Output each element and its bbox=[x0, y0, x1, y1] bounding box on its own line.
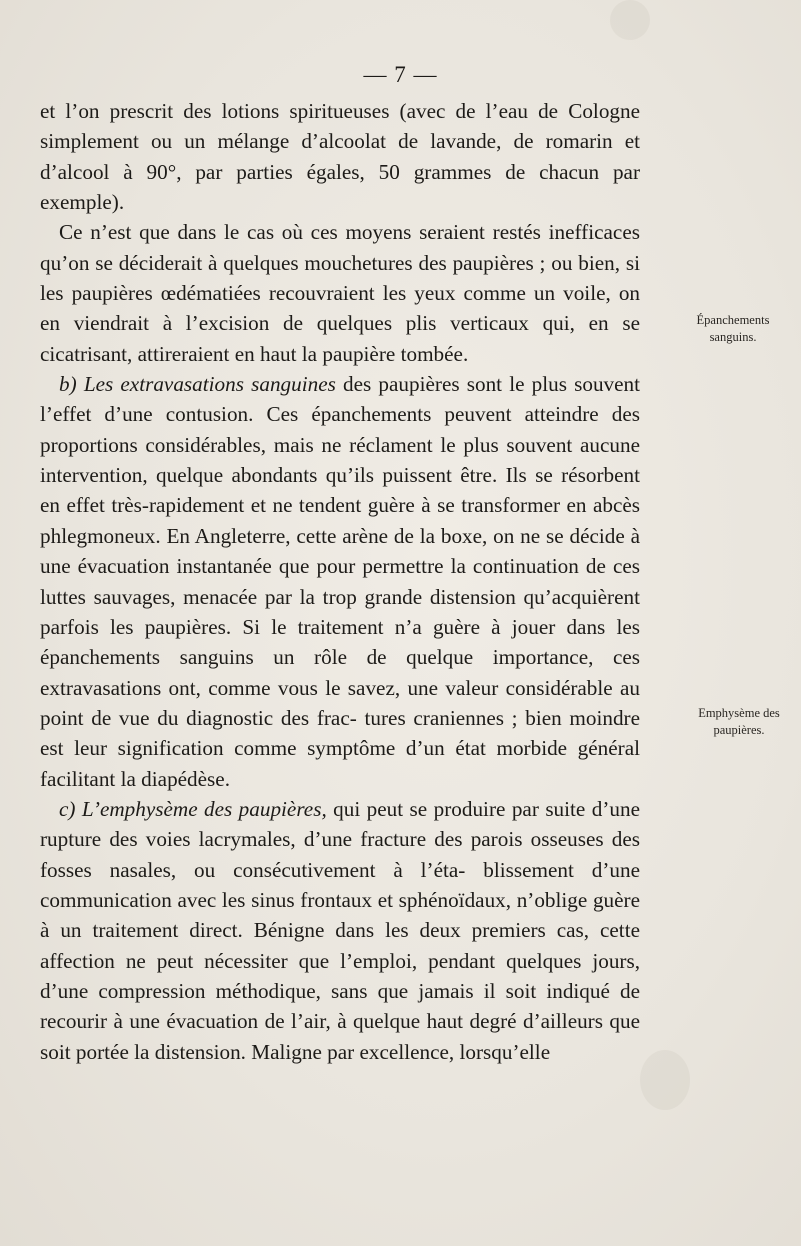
text-line: à jouer dans les épanchements sanguins un rôle de quelque bbox=[40, 614, 640, 670]
text-line: haut la paupière tombée. bbox=[260, 341, 469, 366]
marginal-line: Emphysème des bbox=[698, 706, 780, 720]
text-line: souvent l’effet d’une contusion. Ces épanchements peuvent bbox=[40, 372, 641, 427]
text-line: quelques plis verticaux qui, en se cicatrisant, attireraient en bbox=[40, 311, 640, 366]
text-line: méthodique, sans que jamais il soit indiqué de recourir à bbox=[40, 978, 641, 1034]
text-line: dans les deux premiers cas, cette affection ne peut nécessiter bbox=[40, 918, 640, 973]
marginal-note-emphyseme bbox=[678, 705, 800, 739]
text-line: de ces luttes sauvages, menacée par la trop grande distension bbox=[40, 554, 641, 609]
text-line: et l’on prescrit des lotions spiritueuses (avec de l’eau de bbox=[40, 99, 559, 123]
text-line: soit portée la distension. Maligne par excellence, lorsqu’elle bbox=[40, 1039, 551, 1064]
text-line: évacuation instantanée que pour permettre la continuation bbox=[77, 554, 579, 579]
text-line: Ce n’est que dans le cas où ces moyens seraient restés bbox=[59, 220, 541, 245]
text-line: inefficaces qu’on se déciderait à quelques mouchetures des bbox=[40, 220, 640, 275]
text-line: tures craniennes ; bien moindre est leur signification comme bbox=[40, 705, 641, 761]
paragraph bbox=[40, 96, 640, 217]
paper-stain bbox=[640, 1050, 690, 1110]
marginal-line: Épanchements bbox=[696, 313, 770, 327]
section-term: Les extravasations sanguines bbox=[83, 372, 336, 397]
section-label: c) bbox=[59, 796, 76, 821]
paragraph-extravasations bbox=[40, 369, 640, 794]
text-line: des paupières sont le plus bbox=[343, 372, 567, 397]
paper-stain bbox=[610, 0, 650, 40]
section-label: b) bbox=[59, 372, 77, 397]
text-line: qui peut se produire par bbox=[333, 796, 539, 821]
main-text bbox=[40, 96, 640, 1067]
text-line: parois osseuses des fosses nasales, ou consécutivement à l’éta- bbox=[40, 827, 641, 882]
text-line: importance, ces extravasations ont, comme vous le savez, une bbox=[40, 645, 641, 700]
text-line: atteindre des proportions considérables, mais ne réclament bbox=[40, 402, 641, 457]
text-line: blissement d’une communication avec les sinus frontaux et bbox=[40, 857, 641, 912]
text-line: valeur considérable au point de vue du diagnostic des frac- bbox=[40, 675, 640, 730]
text-line: et ne tendent guère à se transformer en abcès phlegmoneux. bbox=[40, 493, 640, 548]
text-line: les yeux comme un voile, on en viendrait à l’excision de bbox=[40, 281, 641, 336]
text-line: de romarin et d’alcool à 90°, par parties égales, 50 grammes bbox=[40, 129, 641, 184]
text-line: symptôme d’un état morbide général facilitant la diapédèse. bbox=[40, 736, 640, 791]
text-line: suite d’une rupture des voies lacrymales, d’une fracture des bbox=[40, 796, 640, 852]
text-line: le plus souvent aucune intervention, quelque abondants bbox=[40, 432, 641, 488]
paragraph-emphyseme bbox=[40, 794, 640, 1067]
text-line: En Angleterre, cette arène de la boxe, on ne se décide à une bbox=[40, 523, 641, 579]
text-line: sphénoïdaux, n’oblige guère à un traitement direct. Bénigne bbox=[40, 887, 640, 943]
text-line: que l’emploi, pendant quelques jours, d’une compression bbox=[40, 948, 641, 1003]
text-line: qu’acquièrent parfois les paupières. Si le traitement n’a guère bbox=[40, 584, 641, 639]
marginal-note-epanchements bbox=[678, 312, 788, 346]
text-line: Cologne simplement ou un mélange d’alcoolat de lavande, bbox=[40, 99, 641, 154]
text-line: de chacun par exemple). bbox=[40, 159, 641, 215]
text-line: une évacuation de l’air, à quelque haut degré d’ailleurs que bbox=[129, 1009, 641, 1034]
marginal-line: paupières. bbox=[713, 723, 765, 737]
section-term: L’emphysème des paupières, bbox=[81, 796, 327, 821]
marginal-line: sanguins. bbox=[709, 330, 757, 344]
page-number: — 7 — bbox=[363, 62, 438, 87]
text-line: qu’ils puissent être. Ils se résorbent en effet très-rapidement bbox=[40, 463, 641, 518]
text-line: paupières ; ou bien, si les paupières œdématiées recouvraient bbox=[40, 250, 640, 306]
paragraph bbox=[40, 217, 640, 369]
